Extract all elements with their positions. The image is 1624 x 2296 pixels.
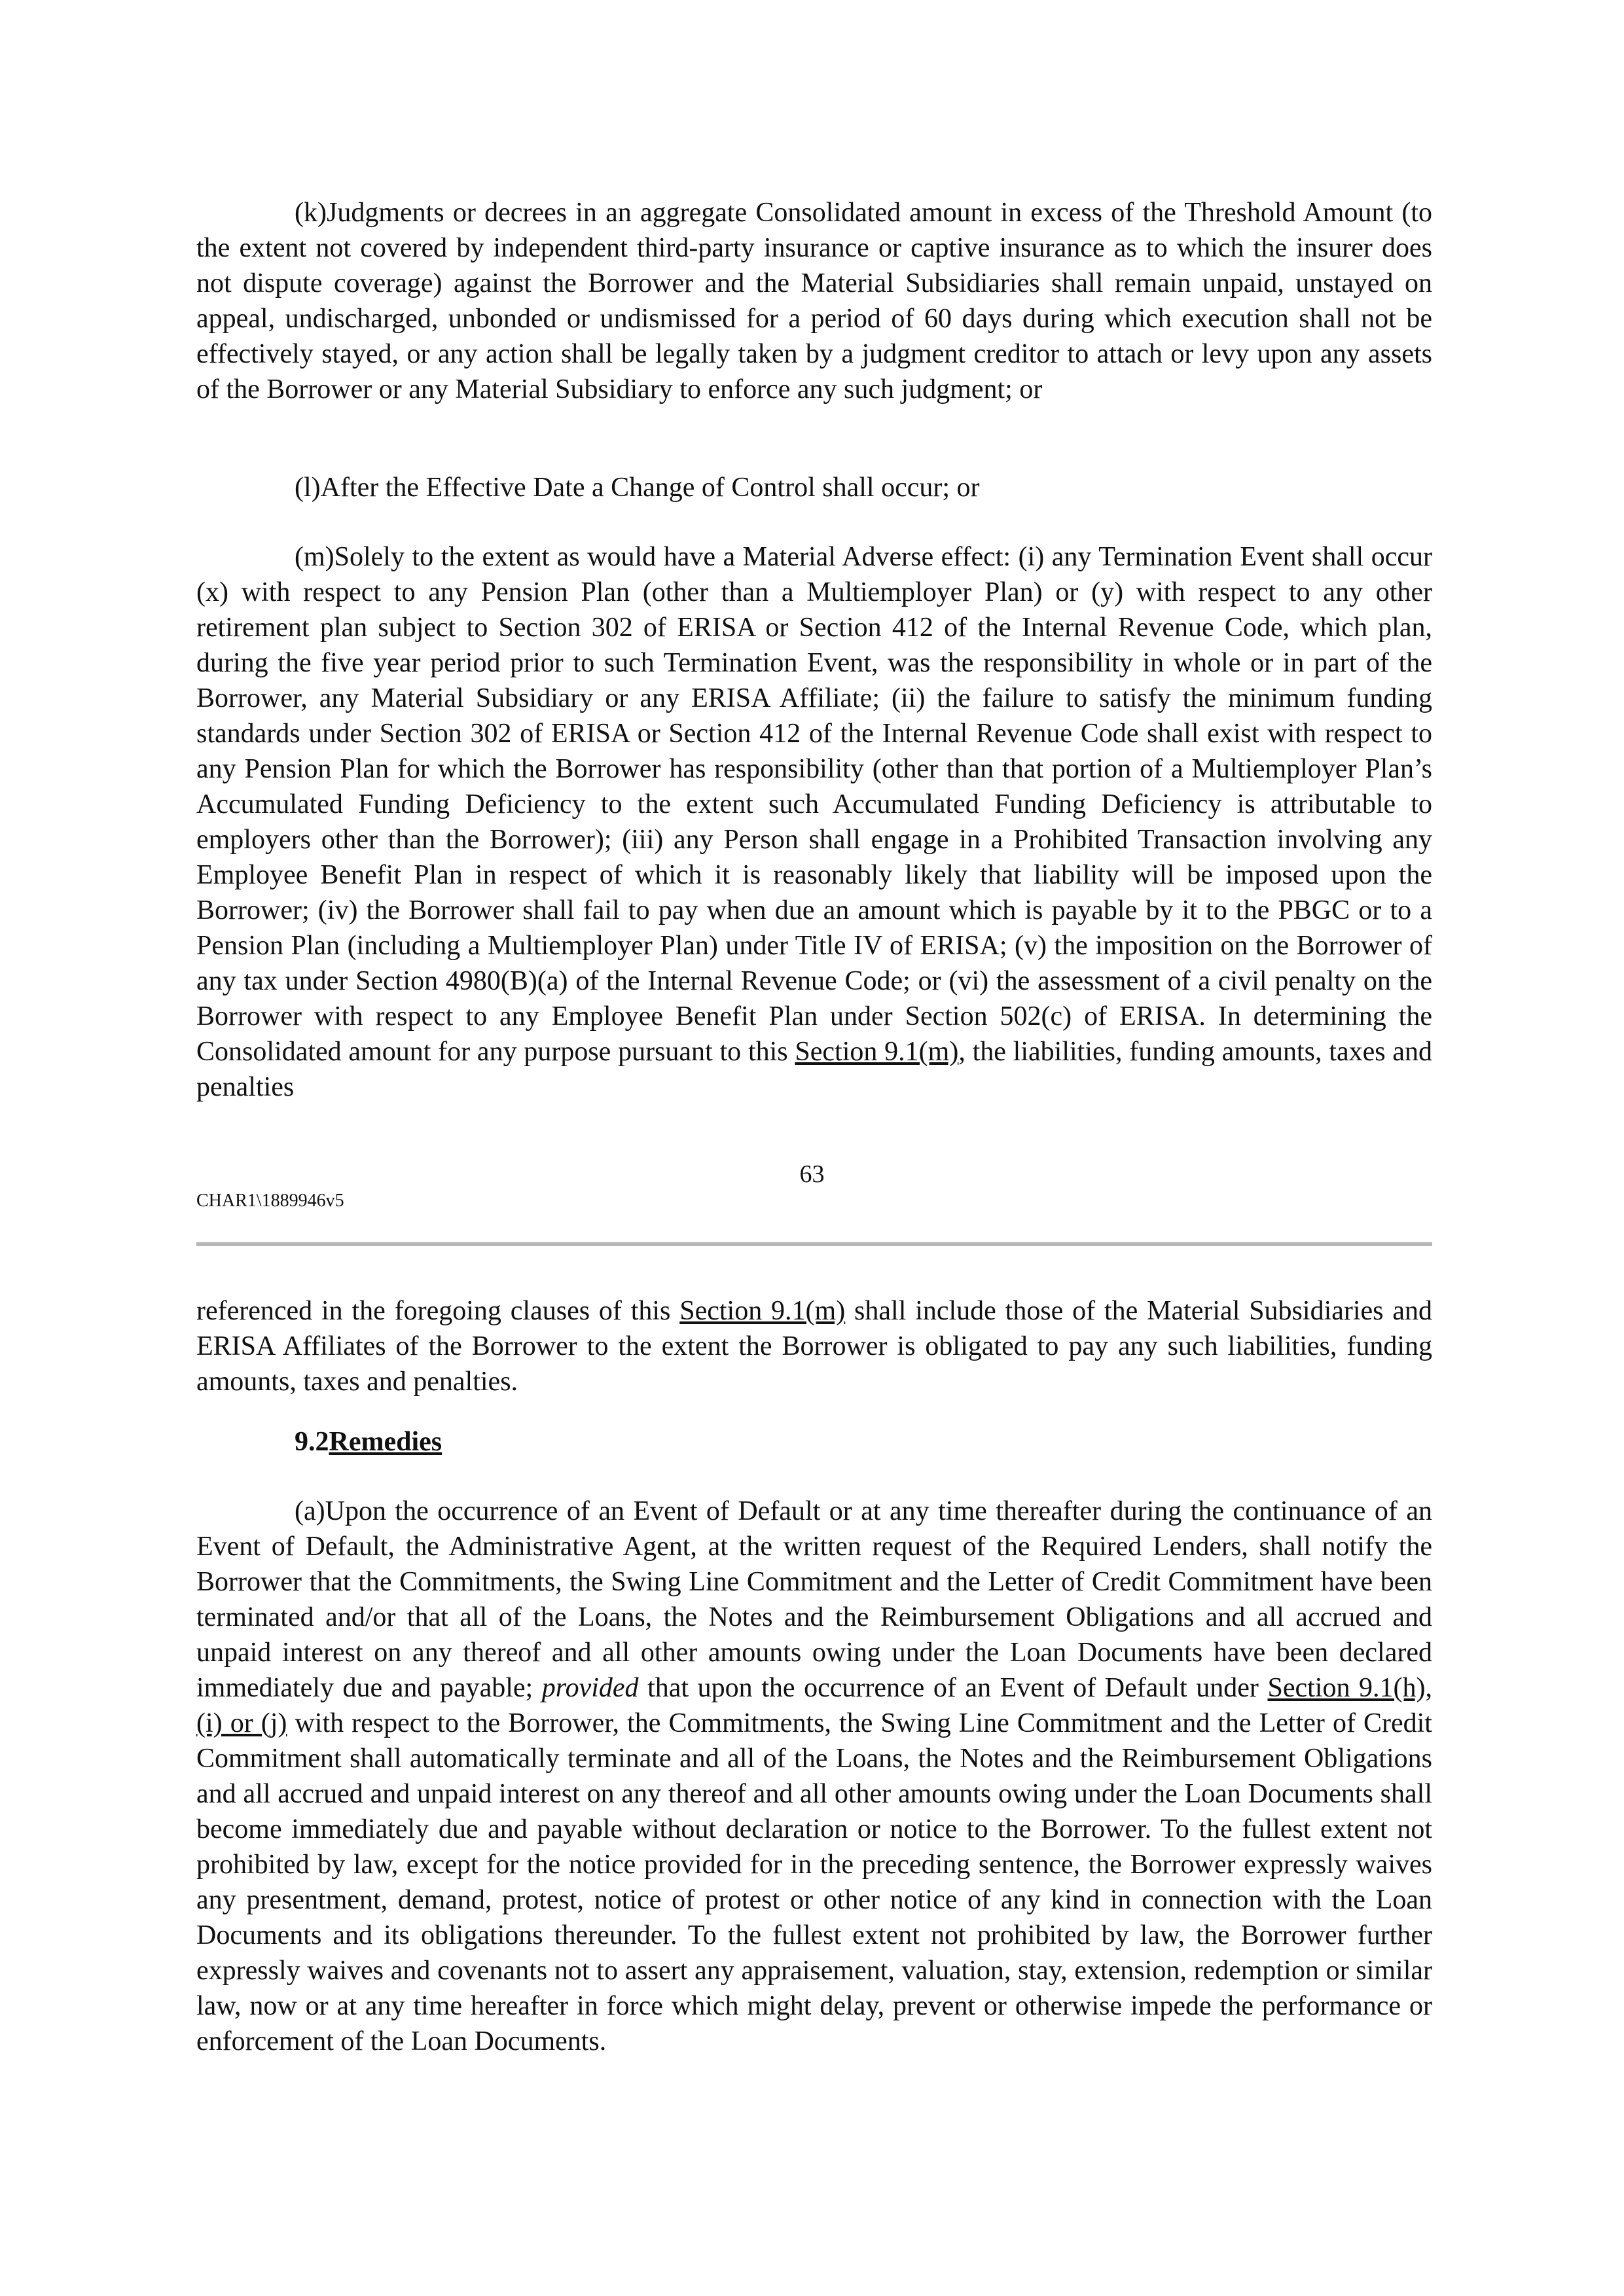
continuation-text-end: shall include those of the Material Subsidiaries and ERISA Affiliates of the Borrower to the extent the Borrower is obligated to pay any such liabilities, funding amounts, taxes and penalties. — [196, 1296, 1433, 1397]
paragraph-a-text: (a)Upon the occurrence of an Event of Default or at any time thereafter during the continuance of an Event of Default, the Administrative Agent, at the written request of the Required Lenders, shall notify the Borrower that the Commitments, the Swing Line Commitment and the Letter of Credit Commitment have been terminated and/or that all of the Loans, the Notes and the Reimbursement Obligations and all accrued and unpaid interest on any thereof and all other amounts owing under the Loan Documents have been declared immediately due and payable; — [196, 1496, 1432, 1703]
document-id: CHAR1\1889946v5 — [196, 1191, 344, 1211]
section-heading-number: 9.2 — [295, 1427, 329, 1457]
paragraph-a-text-3: with respect to the Borrower, the Commitments, the Swing Line Commitment and the Letter of Credit Commitment shall automatically terminate and all of the Loans, the Notes and the Reimbursement Obligations and all accrued and unpaid interest on any thereof and all other amounts owing under the Loan Documents shall become immediately due and payable without declaration or notice to the Borrower. To the fullest extent not prohibited by law, except for the notice provided for in the preceding sentence, the Borrower expressly waives any presentment, demand, protest, notice of protest or other notice of any kind in connection with the Loan Documents and its obligations thereunder. To the fullest extent not prohibited by law, the Borrower further expressly waives and covenants not to assert any appraisement, valuation, stay, extension, redemption or similar law, now or at any time hereafter in force which might delay, prevent or otherwise impede the performance or enforcement of the Loan Documents. — [196, 1708, 1432, 2056]
section-reference-link[interactable]: Section 9.1(h), (i) or (j) — [196, 1673, 1432, 1738]
paragraph-m-text-end: , the liabilities, funding amounts, taxes and penalties — [196, 1037, 1432, 1102]
paragraph-k-text: (k)Judgments or decrees in an aggregate Consolidated amount in excess of the Threshold Amount (to the extent not covered by independent third-party insurance or captive insurance as to which the insurer does not dispute coverage) against the Borrower and the Material Subsidiaries shall remain unpaid, unstayed on appeal, undischarged, unbonded or undismissed for a period of 60 days during which execution shall not be effectively stayed, or any action shall be legally taken by a judgment creditor to attach or levy upon any assets of the Borrower or any Material Subsidiary to enforce any such judgment; or — [196, 198, 1432, 404]
page-number: 63 — [799, 1160, 825, 1188]
continuation-text: referenced in the foregoing clauses of this — [196, 1296, 680, 1326]
page-divider — [196, 1242, 1432, 1246]
section-reference-link[interactable]: Section 9.1(m) — [795, 1037, 959, 1067]
paragraph-a-text-2: that upon the occurrence of an Event of Default under — [638, 1673, 1268, 1703]
paragraph-a — [196, 1494, 1432, 2059]
paragraph-a-italic: provided — [541, 1673, 639, 1703]
section-heading-title: Remedies — [329, 1427, 442, 1457]
paragraph-k — [196, 195, 1432, 407]
paragraph-m — [196, 539, 1432, 1105]
continuation-paragraph — [196, 1293, 1432, 1399]
paragraph-l — [196, 470, 1432, 505]
paragraph-m-text: (m)Solely to the extent as would have a Material Adverse effect: (i) any Termination Event shall occur (x) with respect to any Pension Plan (other than a Multiemployer Plan) or (y) with respect to any other retirement plan subject to Section 302 of ERISA or Section 412 of the Internal Revenue Code, which plan, during the five year period prior to such Termination Event, was the responsibility in whole or in part of the Borrower, any Material Subsidiary or any ERISA Affiliate; (ii) the failure to satisfy the minimum funding standards under Section 302 of ERISA or Section 412 of the Internal Revenue Code shall exist with respect to any Pension Plan for which the Borrower has responsibility (other than that portion of a Multiemployer Plan’s Accumulated Funding Deficiency to the extent such Accumulated Funding Deficiency is attributable to employers other than the Borrower); (iii) any Person shall engage in a Prohibited Transaction involving any Employee Benefit Plan in respect of which it is reasonably likely that liability will be imposed upon the Borrower; (iv) the Borrower shall fail to pay when due an amount which is payable by it to the PBGC or to a Pension Plan (including a Multiemployer Plan) under Title IV of ERISA; (v) the imposition on the Borrower of any tax under Section 4980(B)(a) of the Internal Revenue Code; or (vi) the assessment of a civil penalty on the Borrower with respect to any Employee Benefit Plan under Section 502(c) of ERISA. In determining the Consolidated amount for any purpose pursuant to this — [196, 542, 1432, 1067]
section-heading — [295, 1424, 442, 1460]
paragraph-l-text: (l)After the Effective Date a Change of Control shall occur; or — [295, 473, 980, 503]
section-reference-link[interactable]: Section 9.1(m) — [679, 1296, 846, 1326]
